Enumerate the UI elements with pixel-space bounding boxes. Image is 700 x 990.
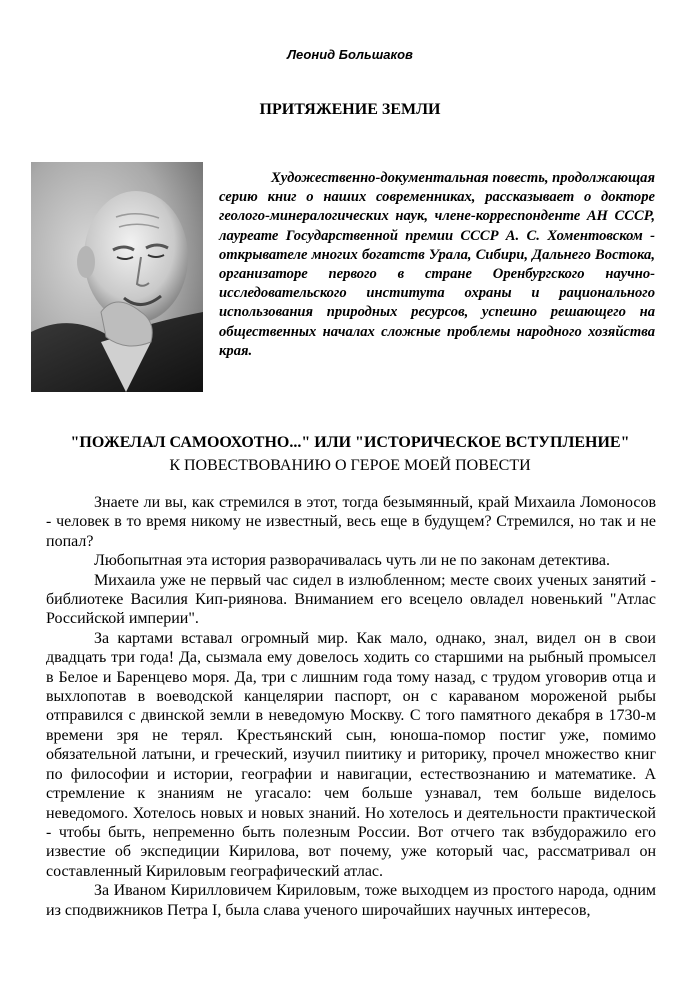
paragraph: За Иваном Кирилловичем Кириловым, тоже выходцем из простого народа, одним из сподвижников Петра I, была слава ученого широчайших научных интересов, xyxy=(46,882,656,919)
body-text xyxy=(46,493,656,920)
paragraph: Любопытная эта история разворачивалась чуть ли не по законам детектива. xyxy=(94,552,610,570)
paragraph: Михаила уже не первый час сидел в излюбленном; месте своих ученых занятий - библиотеке Василия Кип-риянова. Вниманием его всецело овладел новенький "Атлас Российской империи". xyxy=(46,571,656,628)
paragraph: Знаете ли вы, как стремился в этот, тогда безымянный, край Михаила Ломоносов - человек в то время никому не известный, весь еще в будущем? Стремился, но так и не попал? xyxy=(46,494,656,550)
section-heading: "ПОЖЕЛАЛ САМООХОТНО..." ИЛИ "ИСТОРИЧЕСКОЕ ВСТУПЛЕНИЕ" xyxy=(70,434,630,451)
author-name: Леонид Большаков xyxy=(287,47,413,62)
portrait-photo-icon xyxy=(31,162,203,392)
book-title: ПРИТЯЖЕНИЕ ЗЕМЛИ xyxy=(259,101,441,118)
book-annotation: Художественно-документальная повесть, продолжающая серию книг о наших современниках, рассказывает о докторе геолого-минералогических наук, члене-корреспонденте АН СССР, лауреате Государственной премии СССР А. С. Хоментовском - открывателе многих богатств Урала, Сибири, Дальнего Востока, организаторе первого в стране Оренбургского научно-исследовательского института охраны и рационального использования природных ресурсов, успешно решающего на общественных началах сложные проблемы народного хозяйства края. xyxy=(219,170,655,359)
section-subheading: К ПОВЕСТВОВАНИЮ О ГЕРОЕ МОЕЙ ПОВЕСТИ xyxy=(169,457,531,474)
paragraph: За картами вставал огромный мир. Как мало, однако, знал, видел он в свои двадцать три года! Да, сызмала ему довелось ходить со старшими на рыбный промысел в Белое и Баренцево моря. Да, три с лишним года тому назад, с трудом уговорив отца и выхлопотав в воеводской канцелярии паспорт, он с караваном мороженой рыбы отправился с двинской земли в неведомую Москву. С того памятного декабря в 1730-м времени зря не терял. Крестьянский сын, юноша-помор постиг уже, помимо обязательной латыни, и греческий, изучил пиитику и риторику, прочел множество книг по философии и истории, географии и навигации, естествознанию и математике. А стремление к знаниям не угасало: чем больше узнавал, тем больше виделось неведомого. Хотелось новых и новых знаний. Но хотелось и деятельности практической - чтобы быть, непременно быть полезным России. Вот отчего так взбудоражило его известие об экспедиции Кирилова, вот почему, уже который час, рассматривал он составленный Кириловым географический атлас. xyxy=(46,629,656,880)
